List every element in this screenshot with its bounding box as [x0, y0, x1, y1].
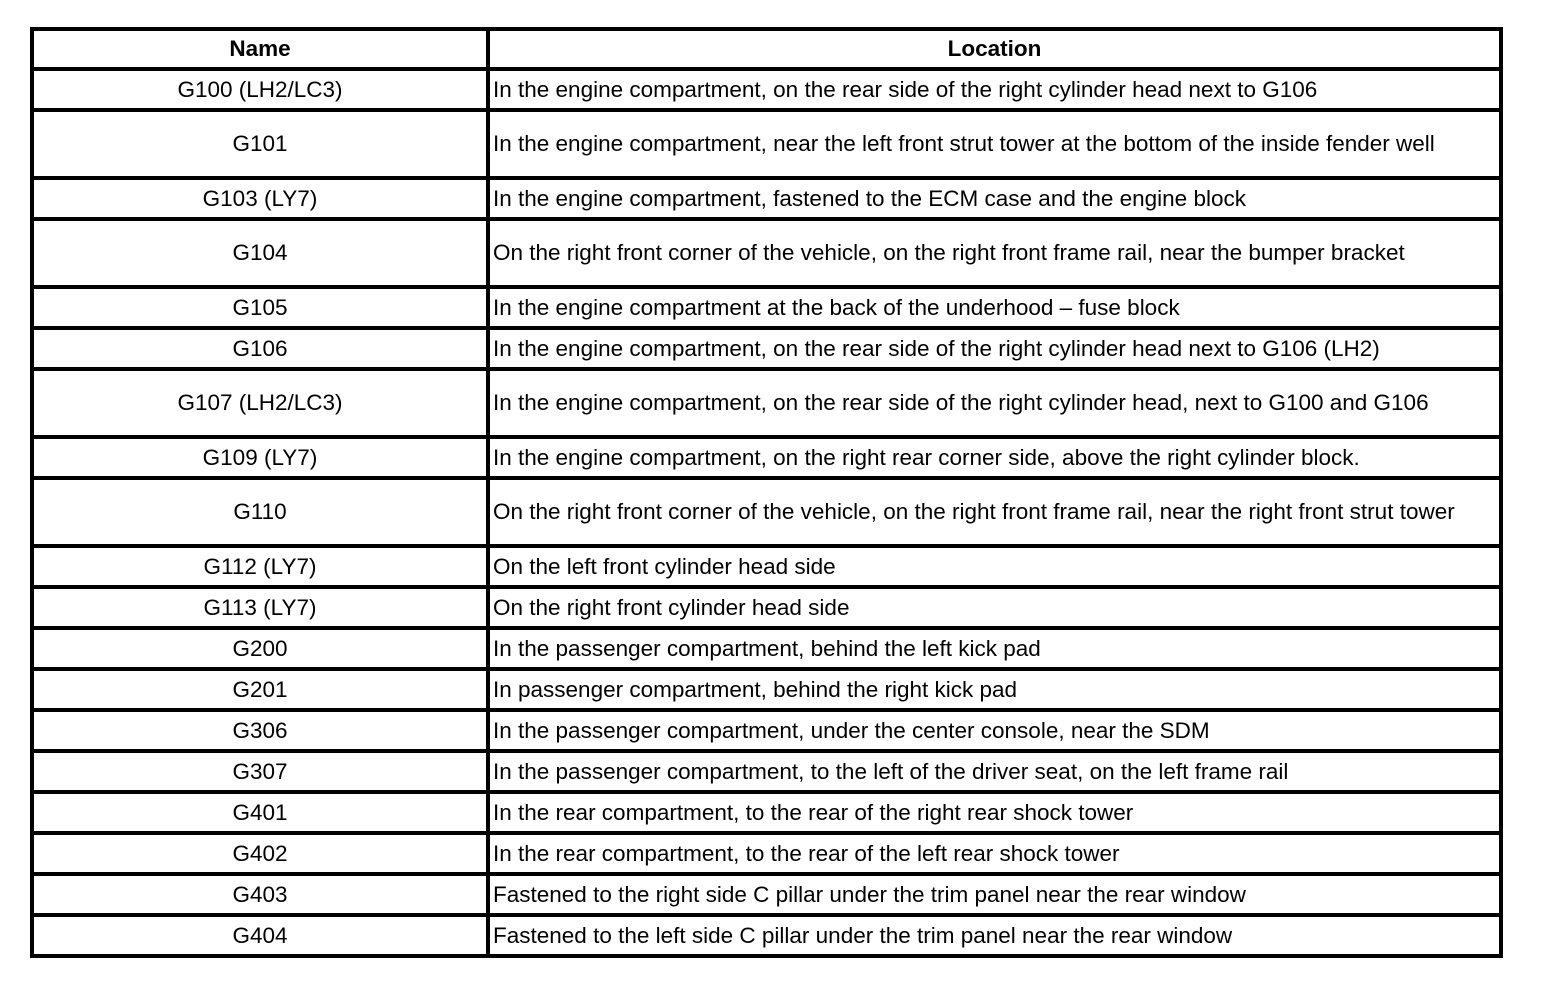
table-row [32, 587, 1501, 628]
table-row [32, 546, 1501, 587]
ground-name: G100 (LH2/LC3) [32, 69, 488, 110]
ground-name: G107 (LH2/LC3) [32, 369, 488, 437]
ground-location: On the right front corner of the vehicle, on the right front frame rail, near the bumper bracket [488, 219, 1501, 287]
ground-location: In the engine compartment, on the rear side of the right cylinder head, next to G100 and G106 [488, 369, 1501, 437]
ground-name: G112 (LY7) [32, 546, 488, 587]
ground-name: G105 [32, 287, 488, 328]
ground-location: Fastened to the left side C pillar under the trim panel near the rear window [488, 915, 1501, 956]
table-row [32, 669, 1501, 710]
ground-name: G307 [32, 751, 488, 792]
ground-locations-table [30, 27, 1503, 958]
ground-location: In the engine compartment, on the rear side of the right cylinder head next to G106 (LH2) [488, 328, 1501, 369]
ground-name: G104 [32, 219, 488, 287]
ground-location: In passenger compartment, behind the right kick pad [488, 669, 1501, 710]
table-row [32, 915, 1501, 956]
ground-name: G402 [32, 833, 488, 874]
ground-name: G404 [32, 915, 488, 956]
header-location: Location [488, 29, 1501, 69]
header-row [32, 29, 1501, 69]
table-row [32, 328, 1501, 369]
ground-name: G200 [32, 628, 488, 669]
ground-name: G106 [32, 328, 488, 369]
ground-name: G306 [32, 710, 488, 751]
ground-location: In the engine compartment, fastened to the ECM case and the engine block [488, 178, 1501, 219]
table-row [32, 110, 1501, 178]
table-row [32, 710, 1501, 751]
ground-name: G103 (LY7) [32, 178, 488, 219]
ground-name: G101 [32, 110, 488, 178]
ground-name: G401 [32, 792, 488, 833]
table-row [32, 69, 1501, 110]
ground-location: Fastened to the right side C pillar under the trim panel near the rear window [488, 874, 1501, 915]
ground-location: In the passenger compartment, to the left of the driver seat, on the left frame rail [488, 751, 1501, 792]
table-row [32, 628, 1501, 669]
header-name: Name [32, 29, 488, 69]
table-row [32, 792, 1501, 833]
ground-location: In the rear compartment, to the rear of the right rear shock tower [488, 792, 1501, 833]
table-row [32, 287, 1501, 328]
ground-location: In the engine compartment, on the right rear corner side, above the right cylinder block. [488, 437, 1501, 478]
ground-location: On the right front cylinder head side [488, 587, 1501, 628]
table-row [32, 219, 1501, 287]
ground-name: G110 [32, 478, 488, 546]
ground-location: In the engine compartment, near the left front strut tower at the bottom of the inside fender well [488, 110, 1501, 178]
ground-name: G201 [32, 669, 488, 710]
ground-name: G109 (LY7) [32, 437, 488, 478]
table-row [32, 478, 1501, 546]
ground-name: G403 [32, 874, 488, 915]
ground-name: G113 (LY7) [32, 587, 488, 628]
table-row [32, 833, 1501, 874]
ground-location: In the passenger compartment, behind the left kick pad [488, 628, 1501, 669]
table-row [32, 178, 1501, 219]
ground-location: On the right front corner of the vehicle, on the right front frame rail, near the right front strut tower [488, 478, 1501, 546]
ground-location: In the engine compartment, on the rear side of the right cylinder head next to G106 [488, 69, 1501, 110]
ground-location: On the left front cylinder head side [488, 546, 1501, 587]
table-row [32, 369, 1501, 437]
ground-location: In the passenger compartment, under the center console, near the SDM [488, 710, 1501, 751]
table-row [32, 874, 1501, 915]
table-row [32, 751, 1501, 792]
ground-location: In the engine compartment at the back of the underhood – fuse block [488, 287, 1501, 328]
table-row [32, 437, 1501, 478]
ground-location: In the rear compartment, to the rear of the left rear shock tower [488, 833, 1501, 874]
